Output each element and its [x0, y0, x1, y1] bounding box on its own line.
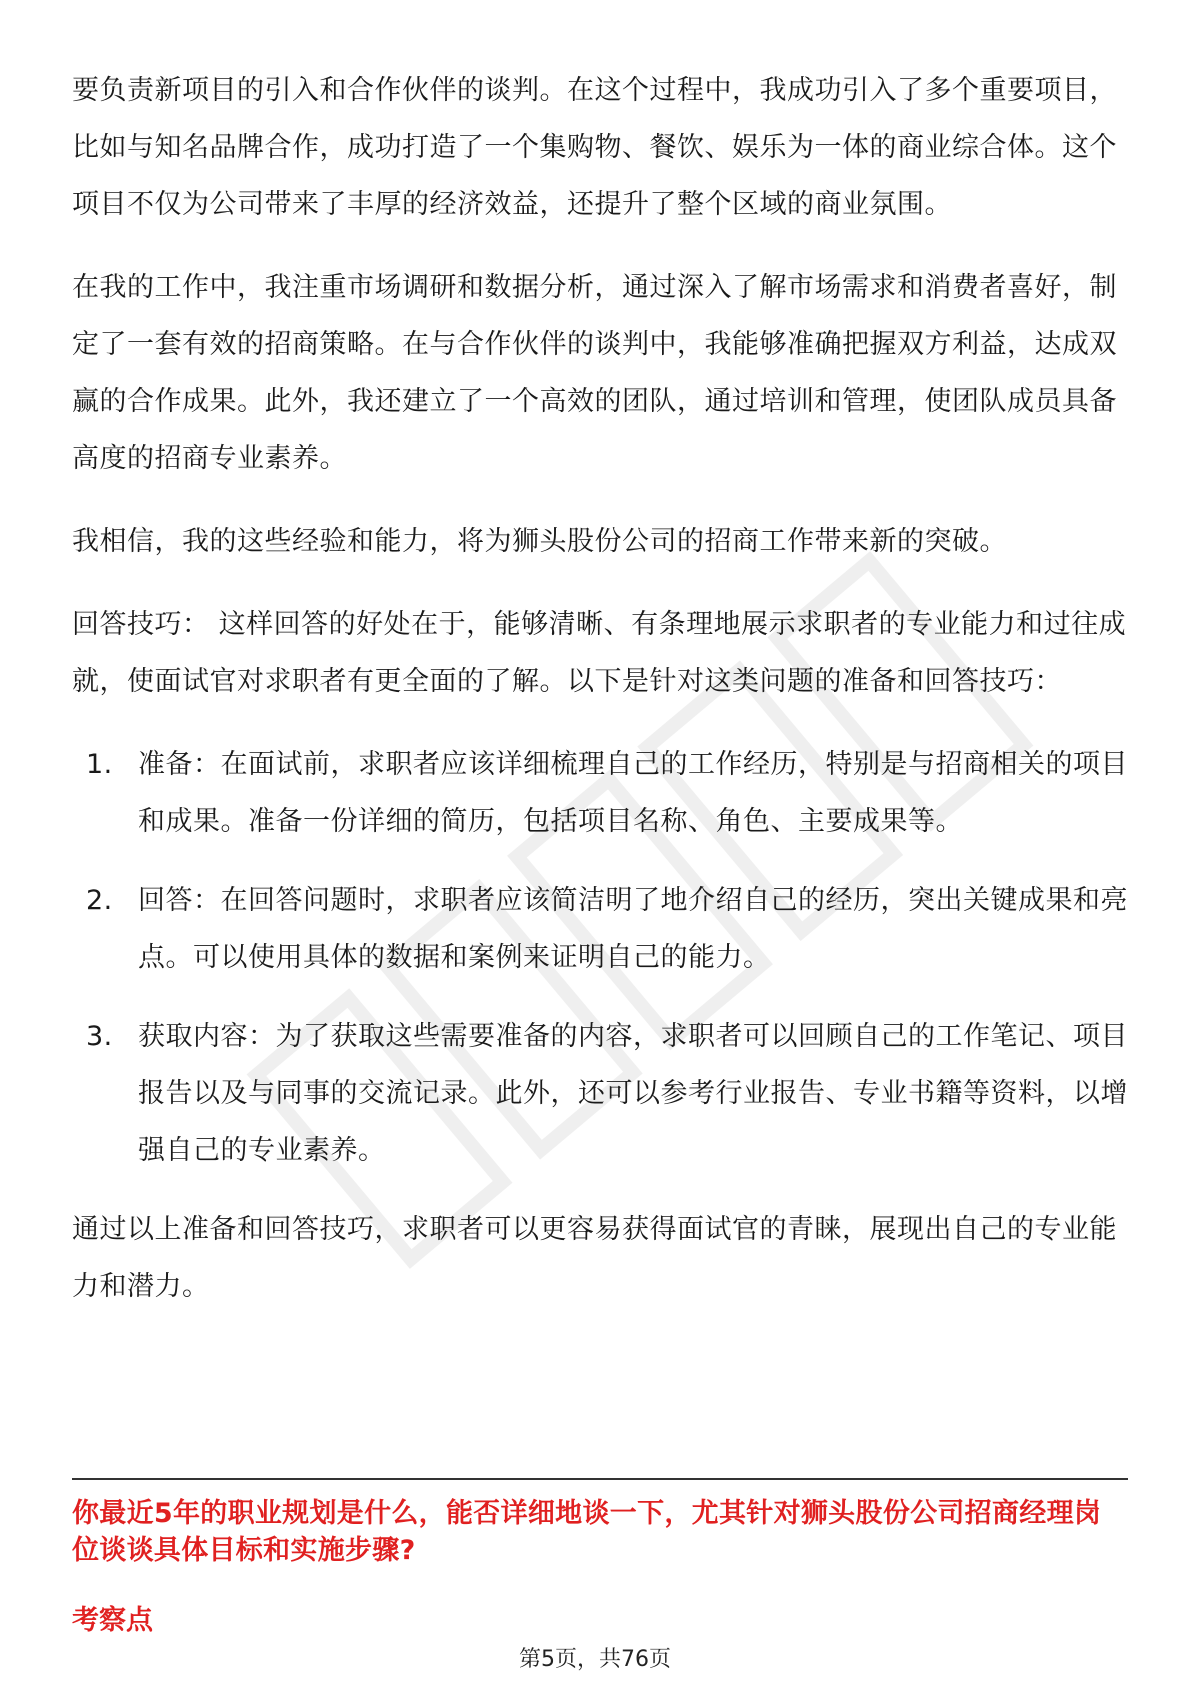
- section-divider: [72, 1478, 1128, 1480]
- closing-paragraph: 通过以上准备和回答技巧，求职者可以更容易获得面试官的青睐，展现出自己的专业能力和潜力。: [72, 1214, 1117, 1302]
- paragraph: 要负责新项目的引入和合作伙伴的谈判。在这个过程中，我成功引入了多个重要项目，比如与知名品牌合作，成功打造了一个集购物、餐饮、娱乐为一体的商业综合体。这个项目不仅为公司带来了丰厚的经济效益，还提升了整个区域的商业氛围。: [72, 75, 1117, 220]
- paragraph: 我相信，我的这些经验和能力，将为狮头股份公司的招商工作带来新的突破。: [72, 526, 1007, 557]
- section-title: 考察点: [72, 1605, 153, 1636]
- paragraph: 在我的工作中，我注重市场调研和数据分析，通过深入了解市场需求和消费者喜好，制定了一套有效的招商策略。在与合作伙伴的谈判中，我能够准确把握双方利益，达成双赢的合作成果。此外，我还建立了一个高效的团队，通过培训和管理，使团队成员具备高度的招商专业素养。: [72, 272, 1117, 474]
- list-number: 3.: [86, 1021, 113, 1052]
- list-item: [72, 1008, 1128, 1179]
- interview-question: 你最近5年的职业规划是什么，能否详细地谈一下，尤其针对狮头股份公司招商经理岗位谈谈具体目标和实施步骤?: [72, 1498, 1102, 1566]
- tips-list: [72, 736, 1128, 1179]
- list-item: [72, 872, 1128, 986]
- list-item-text: 回答：在回答问题时，求职者应该简洁明了地介绍自己的经历，突出关键成果和亮点。可以使用具体的数据和案例来证明自己的能力。: [138, 885, 1128, 973]
- list-item: [72, 736, 1128, 850]
- list-number: 2.: [86, 885, 113, 916]
- page-footer: 第5页，共76页: [519, 1647, 671, 1672]
- answer-tips-paragraph: 回答技巧： 这样回答的好处在于，能够清晰、有条理地展示求职者的专业能力和过往成就，使面试官对求职者有更全面的了解。以下是针对这类问题的准备和回答技巧：: [72, 609, 1127, 697]
- list-number: 1.: [86, 749, 113, 780]
- list-item-text: 准备：在面试前，求职者应该详细梳理自己的工作经历，特别是与招商相关的项目和成果。准备一份详细的简历，包括项目名称、角色、主要成果等。: [138, 749, 1128, 837]
- document-body: [72, 62, 1128, 1341]
- list-item-text: 获取内容：为了获取这些需要准备的内容，求职者可以回顾自己的工作笔记、项目报告以及与同事的交流记录。此外，还可以参考行业报告、专业书籍等资料，以增强自己的专业素养。: [138, 1021, 1128, 1166]
